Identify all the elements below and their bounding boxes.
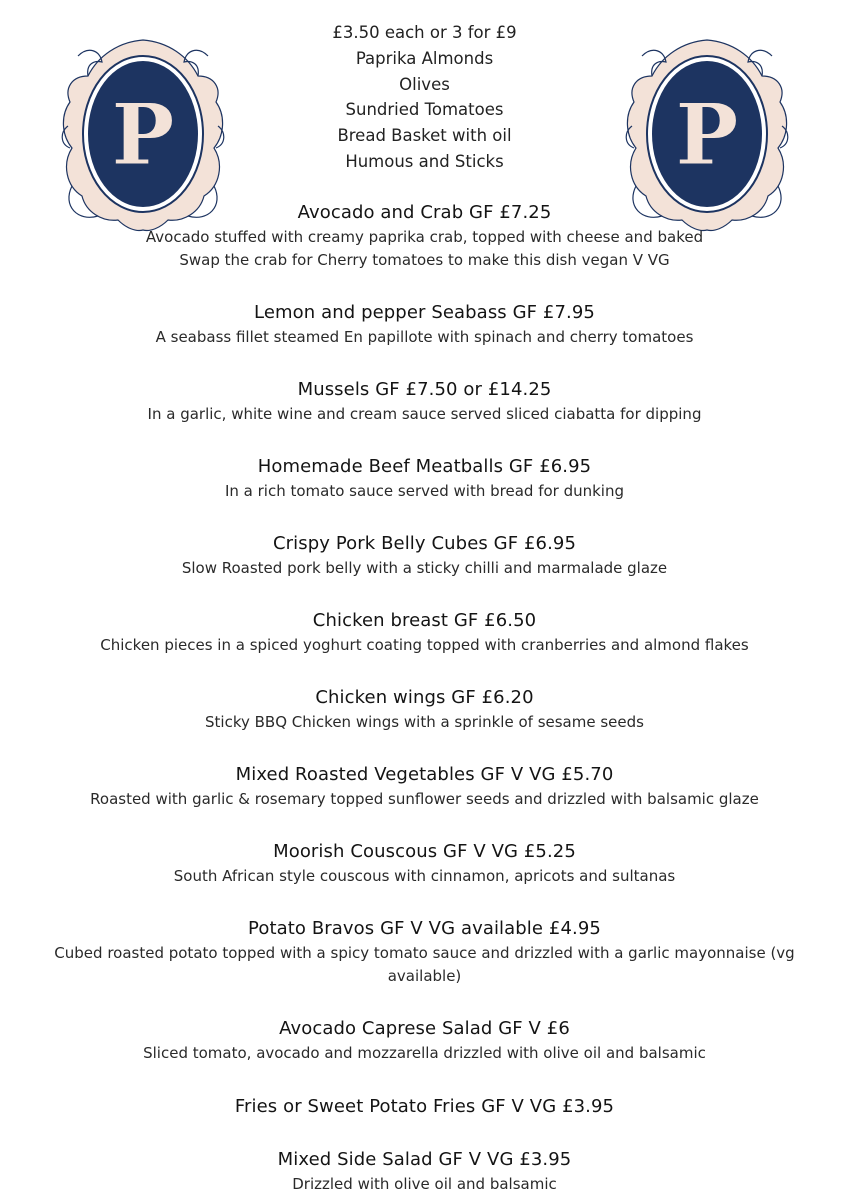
dish-item — [0, 377, 849, 426]
dish-item — [0, 762, 849, 811]
dish-item — [0, 454, 849, 503]
svg-text:P: P — [675, 85, 739, 184]
dish-description: Slow Roasted pork belly with a sticky chilli and marmalade glaze — [181, 559, 668, 577]
dish-title: Mussels GF £7.50 or £14.25 — [297, 379, 552, 400]
dish-title: Chicken wings GF £6.20 — [315, 687, 534, 708]
dish-title: Potato Bravos GF V VG available £4.95 — [248, 918, 601, 939]
snack-item: Humous and Sticks — [345, 151, 504, 171]
dish-title: Avocado and Crab GF £7.25 — [297, 202, 552, 223]
snacks-price: £3.50 each or 3 for £9 — [332, 23, 517, 42]
dish-item — [0, 608, 849, 657]
snack-item: Bread Basket with oil — [337, 126, 512, 146]
dish-description: Avocado stuffed with creamy paprika crab, topped with cheese and baked — [145, 228, 704, 246]
dish-title: Moorish Couscous GF V VG £5.25 — [273, 841, 576, 862]
snacks-section — [250, 20, 599, 175]
dish-item — [0, 1147, 849, 1196]
dish-description: Sticky BBQ Chicken wings with a sprinkle of sesame seeds — [205, 713, 644, 731]
dish-description: In a rich tomato sauce served with bread for dunking — [224, 482, 625, 500]
dish-description: Drizzled with olive oil and balsamic — [292, 1175, 557, 1193]
dish-item — [0, 685, 849, 734]
dish-item — [0, 916, 849, 988]
dish-item — [0, 1094, 849, 1120]
snack-item: Olives — [399, 74, 450, 94]
dish-title: Mixed Roasted Vegetables GF V VG £5.70 — [235, 764, 614, 785]
dish-title: Lemon and pepper Seabass GF £7.95 — [254, 302, 595, 323]
dish-title: Fries or Sweet Potato Fries GF V VG £3.95 — [234, 1096, 615, 1117]
dish-title: Mixed Side Salad GF V VG £3.95 — [277, 1149, 572, 1170]
dish-description: Cubed roasted potato topped with a spicy tomato sauce and drizzled with a garlic mayonnaise (vg — [54, 944, 795, 962]
dish-title: Crispy Pork Belly Cubes GF £6.95 — [272, 533, 577, 554]
dish-title: Avocado Caprese Salad GF V £6 — [279, 1018, 570, 1039]
snack-item: Sundried Tomatoes — [345, 100, 504, 120]
dish-description: Chicken pieces in a spiced yoghurt coating topped with cranberries and almond flakes — [100, 636, 749, 654]
svg-text:P: P — [111, 85, 175, 184]
dish-item — [0, 531, 849, 580]
dish-title: Chicken breast GF £6.50 — [312, 610, 537, 631]
dish-description: Sliced tomato, avocado and mozzarella drizzled with olive oil and balsamic — [143, 1044, 706, 1062]
dish-item — [0, 200, 849, 272]
dish-description: Roasted with garlic & rosemary topped sunflower seeds and drizzled with balsamic glaze — [90, 790, 759, 808]
dish-description: A seabass fillet steamed En papillote with spinach and cherry tomatoes — [155, 328, 694, 346]
dish-item — [0, 300, 849, 349]
dish-title: Homemade Beef Meatballs GF £6.95 — [257, 456, 592, 477]
dish-description: South African style couscous with cinnamon, apricots and sultanas — [173, 867, 676, 885]
snack-item: Paprika Almonds — [355, 48, 494, 68]
dish-description: Swap the crab for Cherry tomatoes to make this dish vegan V VG — [179, 251, 670, 269]
dish-description: In a garlic, white wine and cream sauce served sliced ciabatta for dipping — [147, 405, 702, 423]
dish-description: available) — [387, 967, 462, 985]
dish-item — [0, 1016, 849, 1065]
dish-item — [0, 839, 849, 888]
